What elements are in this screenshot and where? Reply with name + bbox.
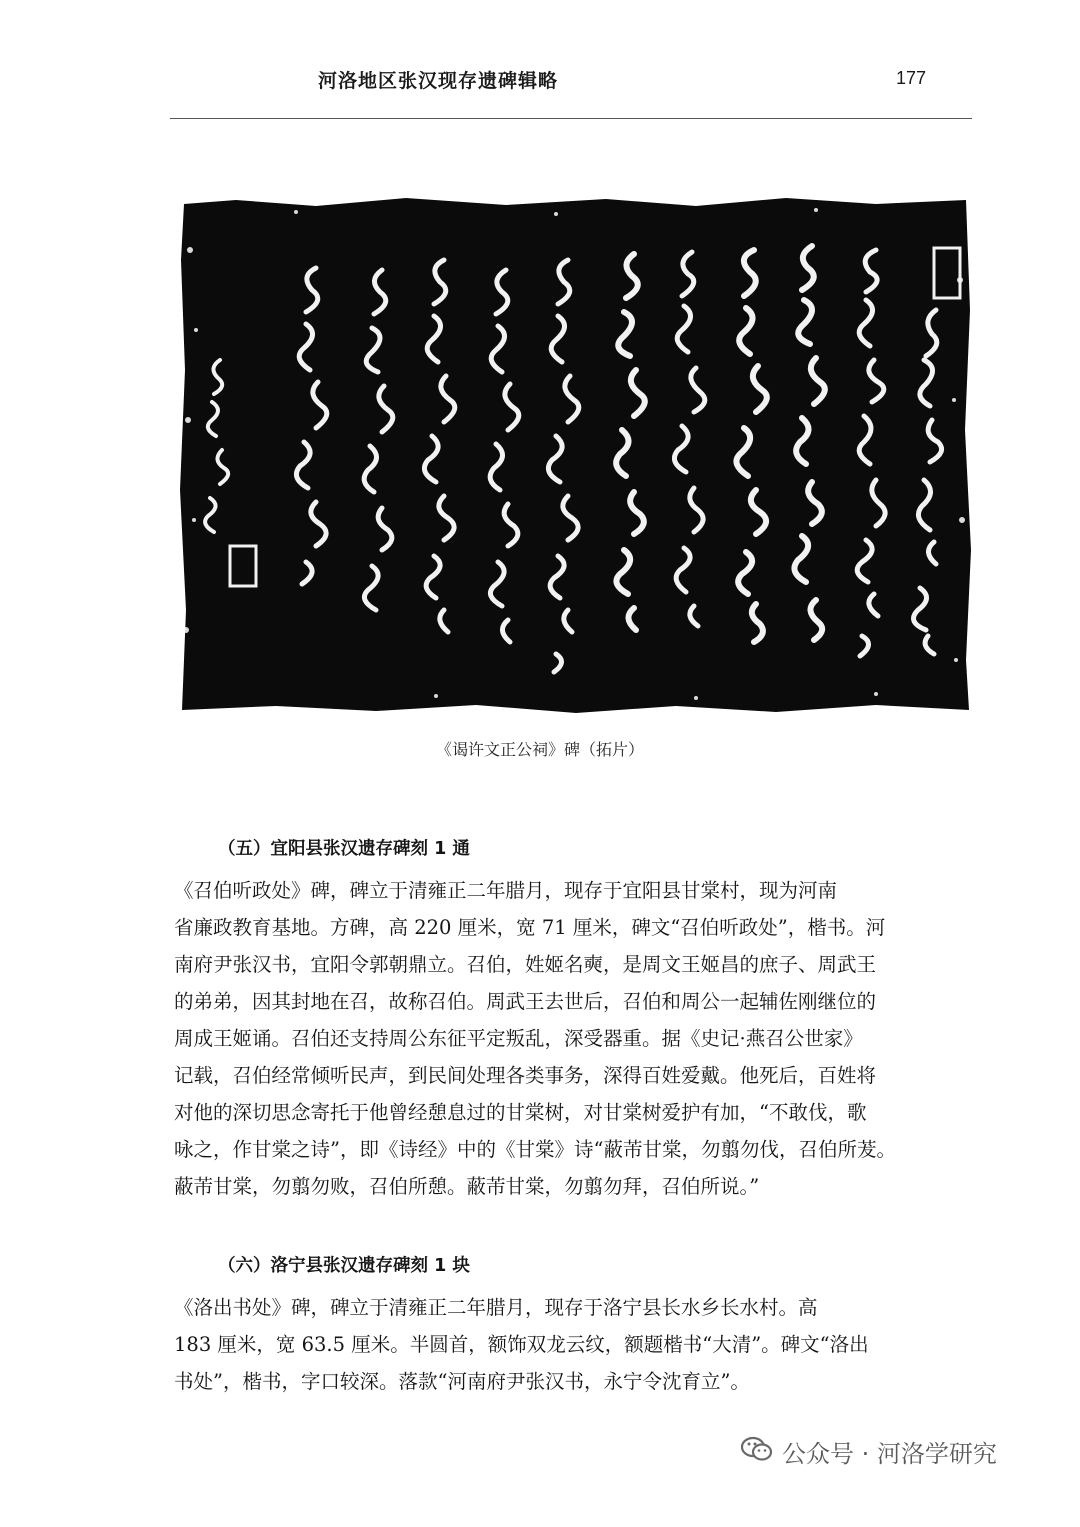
wechat-icon — [740, 1435, 774, 1467]
section-5-line: 《召伯听政处》碑，碑立于清雍正二年腊月，现存于宜阳县甘棠村，现为河南 — [174, 879, 838, 902]
section-5-line: 南府尹张汉书，宜阳令郭朝鼎立。召伯，姓姬名奭，是周文王姬昌的庶子、周武王 — [174, 953, 877, 976]
header-rule — [170, 118, 972, 119]
section-6-line: 书处”，楷书，字口较深。落款“河南府尹张汉书，永宁令沈育立”。 — [174, 1370, 750, 1393]
watermark-text: 公众号 · 河洛学研究 — [782, 1439, 997, 1468]
section-6-line: 《洛出书处》碑，碑立于清雍正二年腊月，现存于洛宁县长水乡长水村。高 — [174, 1296, 818, 1319]
section-5-line: 的弟弟，因其封地在召，故称召伯。周武王去世后，召伯和周公一起辅佐刚继位的 — [174, 990, 877, 1013]
rubbing-background — [180, 198, 971, 713]
section-5-line: 对他的深切思念寄托于他曾经憩息过的甘棠树，对甘棠树爱护有加，“不敢伐，歌 — [174, 1101, 867, 1124]
section-5-heading: （五）宜阳县张汉遗存碑刻 1 通 — [218, 839, 470, 859]
section-5-line: 蔽芾甘棠，勿翦勿败，召伯所憩。蔽芾甘棠，勿翦勿拜，召伯所说。” — [174, 1175, 760, 1198]
section-6-line: 183 厘米，宽 63.5 厘米。半圆首，额饰双龙云纹，额题楷书“大清”。碑文“洛出 — [174, 1333, 869, 1356]
watermark — [740, 1431, 997, 1471]
section-5-line: 记载，召伯经常倾听民声，到民间处理各类事务，深得百姓爱戴。他死后，百姓将 — [174, 1064, 877, 1087]
section-5-line: 省廉政教育基地。方碑，高 220 厘米，宽 71 厘米，碑文“召伯听政处”，楷书。河 — [174, 916, 886, 939]
page-number: 177 — [896, 68, 927, 88]
rubbing-svg — [176, 190, 972, 716]
running-header-title: 河洛地区张汉现存遗碑辑略 — [318, 70, 559, 92]
stele-rubbing-image — [176, 190, 972, 716]
section-6-heading: （六）洛宁县张汉遗存碑刻 1 块 — [218, 1256, 470, 1276]
figure-caption: 《谒许文正公祠》碑（拓片） — [435, 740, 644, 759]
section-5-line: 咏之，作甘棠之诗”，即《诗经》中的《甘棠》诗“蔽芾甘棠，勿翦勿伐，召伯所茇。 — [174, 1138, 896, 1161]
section-5-line: 周成王姬诵。召伯还支持周公东征平定叛乱，深受器重。据《史记·燕召公世家》 — [174, 1027, 863, 1050]
